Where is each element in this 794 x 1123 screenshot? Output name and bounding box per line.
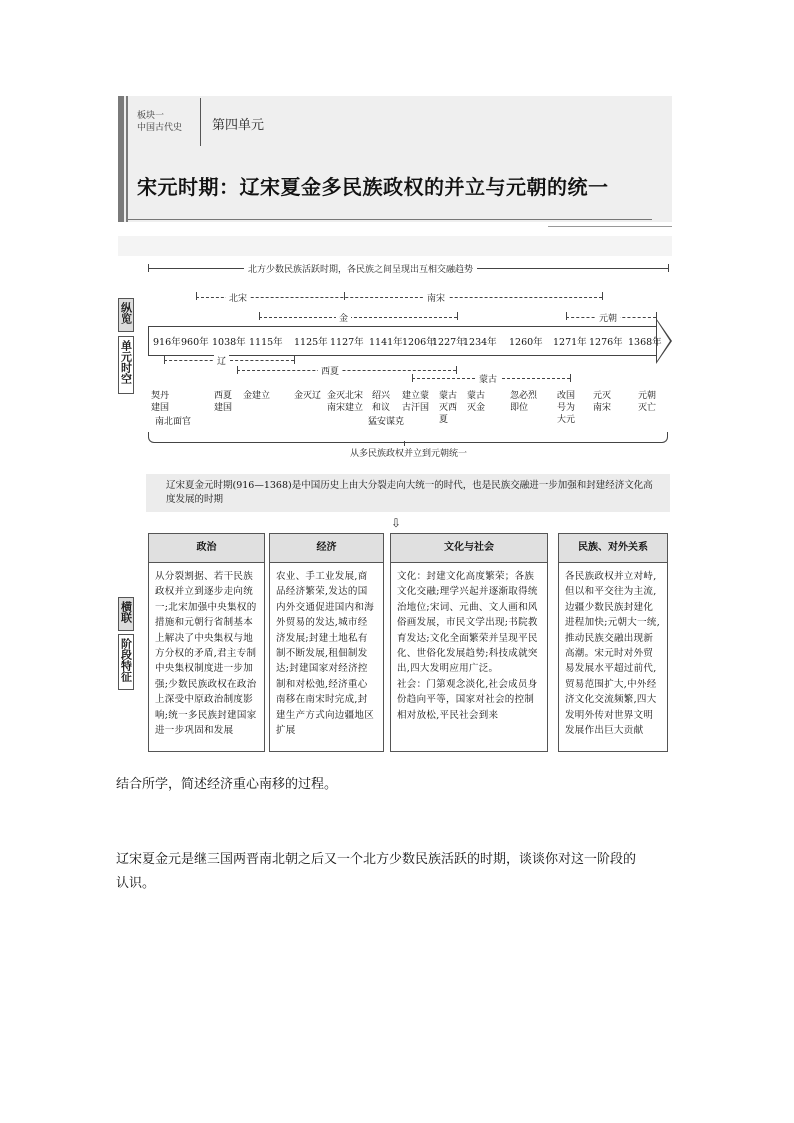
span-tick [294,356,295,364]
jin-span-line [259,317,457,318]
card-politics [148,533,265,752]
card-economy-body: 农业、手工业发展,商品经济繁荣,发达的国内外交通促进国内和海外贸易的发达,城市经济发展;封建土地私有制不断发展,租佃制发达;封建国家对经济控制和对松弛,经济重心南移在南宋时完成,封建生产方式向边疆地区扩展 [276,571,375,737]
span-tick [570,374,571,382]
span-tick [566,312,567,320]
span-tick [259,312,260,320]
event-jin-destroys-liao: 金灭辽 [294,391,322,401]
header-background [118,96,672,222]
card-economy-head: 经济 [270,534,383,563]
year-label: 1206年 [402,337,436,348]
event-jin-destroys-north-song: 金灭北宋 [327,391,364,401]
question-2-line-1: 辽宋夏金元是继三国两晋南北朝之后又一个北方少数民族活跃的时期，谈谈你对这一阶段的 [116,852,637,867]
event-yuan-falls: 元朝 灭亡 [638,391,657,413]
side-label-overview: 纵览 [118,298,134,332]
card-politics-body: 从分裂割据、若干民族政权并立到逐步走向统一;北宋加强中央集权的措施和元朝行省制基本上解决了中央集权与地方分权的矛盾,君主专制中央集权制度进一步加强;少数民族政权在政治上深受中原政治制度影响;统一多民族封建国家进一步巩固和发展 [155,571,257,737]
span-tick [457,312,458,320]
event-yuan-destroys-south-song: 元灭 南宋 [593,391,612,413]
song-span-line [196,297,602,298]
card-economy [269,533,384,752]
title-rule-short [548,226,672,227]
card-politics-head: 政治 [149,534,264,563]
card-ethnic-head: 民族、对外关系 [559,534,667,563]
event-great-yuan: 改国 号为 大元 [557,391,576,425]
year-label: 1038年 [212,337,246,348]
year-label: 916年 [153,337,181,348]
top-span-label: 北方少数民族活跃时期，各民族之间呈现出互相交融趋势 [244,262,477,275]
card-ethnic-foreign [558,533,668,752]
xixia-span-line [237,370,456,371]
span-jin: 金 [336,311,351,324]
card-culture-head: 文化与社会 [391,534,547,563]
card-culture-body: 文化：封建文化高度繁荣；各族文化交融;理学兴起并逐渐取得统治地位;宋词、元曲、文人画和风俗画发展，市民文学出现;书院教育发达;文化全面繁荣并呈现平民化、世俗化发展趋势;科技成就突出,四大发明应用广泛。 社会：门第观念淡化,社会成员身份趋向平等，国家对社会的控制相对放松,平民社会到来 [397,571,538,721]
side-label-unit-time: 单元时空 [118,336,134,394]
year-label: 1141年 [369,337,403,348]
header-accent-bar [118,96,124,222]
bottom-span-label: 从多民族政权并立到元朝统一 [350,449,468,459]
span-tick [456,366,457,374]
event-kublai-enthroned: 忽必烈 即位 [510,391,538,413]
page-title: 宋元时期：辽宋夏金多民族政权的并立与元朝的统一 [137,175,609,199]
span-tick [602,292,603,300]
title-rule [128,219,652,220]
unit-label: 第四单元 [212,118,265,133]
year-label: 1125年 [294,337,328,348]
event-south-song-founded: 南宋建立 [327,403,364,413]
bottom-brace [148,432,668,443]
span-tick [668,264,669,272]
header-accent-bar-thin [126,96,128,222]
event-mongol-destroys-xixia: 蒙古 灭西 夏 [439,391,458,425]
year-label: 960年 [181,337,209,348]
side-label-horizontal: 横联 [118,597,134,631]
down-arrow-icon: ⇩ [391,516,402,530]
span-mongol: 蒙古 [476,372,500,385]
year-label: 1271年 [553,337,587,348]
section-line-1: 板块一 [137,111,165,121]
year-label: 1260年 [509,337,543,348]
year-label: 1368年 [628,337,662,348]
card-culture-society [390,533,548,752]
side-label-stage-features: 阶段特征 [118,634,134,690]
header-divider [200,98,201,146]
span-north-song: 北宋 [226,291,250,304]
year-label: 1227年 [432,337,466,348]
event-xixia-founded: 西夏 建国 [214,391,233,413]
event-jin-founded: 金建立 [243,391,271,401]
event-khitan-founded: 契丹 建国 [151,391,170,413]
year-label: 1127年 [330,337,364,348]
section-line-2: 中国古代史 [137,123,183,133]
span-xixia: 西夏 [318,364,342,377]
span-south-song: 南宋 [424,291,448,304]
event-mongol-khanate: 建立蒙 古汗国 [402,391,430,413]
event-mongol-destroys-jin: 蒙古 灭金 [467,391,486,413]
panel-top-shade [118,236,672,256]
section-label [137,110,182,134]
event-north-south-officials: 南北面官 [155,417,192,427]
event-mengan-mouke: 猛安谋克 [368,417,405,427]
span-liao: 辽 [214,354,229,367]
span-yuan: 元朝 [596,311,620,324]
year-label: 1115年 [249,337,283,348]
year-label: 1234年 [463,337,497,348]
span-tick [344,292,345,300]
question-2-line-2: 认识。 [116,876,156,891]
year-label: 1276年 [589,337,623,348]
card-ethnic-body: 各民族政权并立对峙,但以和平交往为主流,边疆少数民族封建化进程加快;元朝大一统,推动民族交融出现新高潮。宋元时对外贸易发展水平超过前代,贸易范围扩大,中外经济文化交流频繁,四大发明外传对世界文明发展作出巨大贡献 [565,571,661,737]
question-1: 结合所学，简述经济重心南移的过程。 [116,777,338,792]
summary-text: 辽宋夏金元时期(916—1368)是中国历史上由大分裂走向大统一的时代，也是民族交融进一步加强和封建经济文化高度发展的时期 [166,480,653,505]
span-tick [196,292,197,300]
event-shaoxing-peace: 绍兴 和议 [372,391,391,413]
